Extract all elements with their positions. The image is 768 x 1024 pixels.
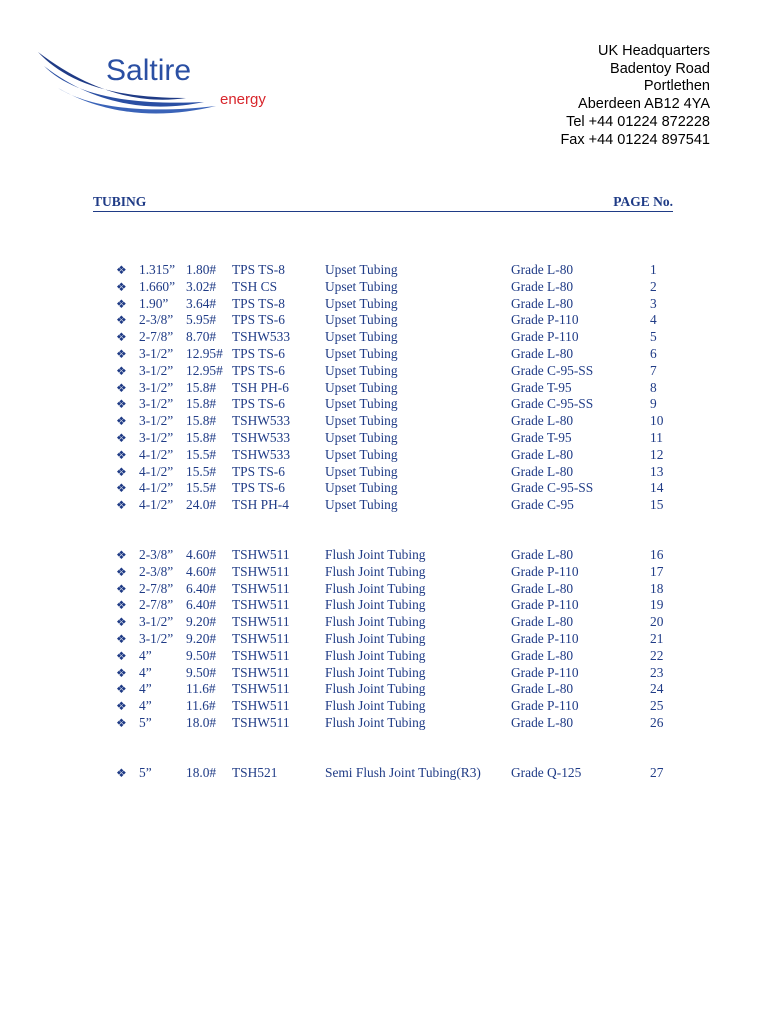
weight-cell: 5.95#	[186, 312, 217, 328]
weight-cell: 6.40#	[186, 580, 217, 596]
grade-cell: Grade L-80	[511, 446, 574, 462]
list-item	[0, 581, 768, 598]
size-cell: 3-1/2”	[139, 413, 174, 429]
size-cell: 4”	[139, 647, 152, 663]
tubing-type-cell: Upset Tubing	[325, 446, 398, 462]
size-cell: 3-1/2”	[139, 379, 174, 395]
weight-cell: 9.20#	[186, 614, 217, 630]
page-cell: 5	[650, 329, 657, 345]
tubing-type-cell: Upset Tubing	[325, 329, 398, 345]
bullet-icon: ❖	[116, 313, 127, 328]
address-line: Tel +44 01224 872228	[566, 113, 710, 130]
page-cell: 2	[650, 278, 657, 294]
bullet-icon: ❖	[116, 715, 127, 730]
size-cell: 2-3/8”	[139, 312, 174, 328]
connection-cell: TSHW511	[232, 547, 290, 562]
page-cell: 18	[650, 580, 664, 596]
page-cell: 23	[650, 664, 664, 680]
list-item	[0, 396, 768, 413]
grade-cell: Grade L-80	[511, 278, 574, 294]
page-cell: 3	[650, 295, 657, 311]
size-cell: 4-1/2”	[139, 480, 174, 496]
weight-cell: 9.50#	[186, 647, 217, 663]
list-item	[0, 312, 768, 329]
connection-cell: TSHW533	[232, 446, 291, 462]
grade-cell: Grade Q-125	[511, 765, 582, 780]
connection-cell: TSH PH-4	[232, 497, 289, 513]
list-item	[0, 648, 768, 665]
connection-cell: TSH PH-6	[232, 379, 289, 395]
list-item	[0, 413, 768, 430]
connection-cell: TSHW511	[232, 597, 290, 613]
page-cell: 26	[650, 714, 664, 730]
connection-cell: TPS TS-8	[232, 262, 285, 277]
grade-cell: Grade C-95-SS	[511, 480, 594, 496]
tubing-type-cell: Flush Joint Tubing	[325, 597, 426, 613]
page-cell: 17	[650, 563, 664, 579]
page-cell: 10	[650, 413, 664, 429]
weight-cell: 15.5#	[186, 446, 217, 462]
grade-cell: Grade P-110	[511, 664, 579, 680]
weight-cell: 15.8#	[186, 396, 217, 412]
bullet-icon: ❖	[116, 430, 127, 445]
page-cell: 7	[650, 362, 657, 378]
connection-cell: TPS TS-6	[232, 463, 285, 479]
bullet-icon: ❖	[116, 414, 127, 429]
tubing-type-cell: Flush Joint Tubing	[325, 647, 426, 663]
page-cell: 9	[650, 396, 657, 412]
weight-cell: 11.6#	[186, 698, 216, 714]
bullet-icon: ❖	[116, 665, 127, 680]
connection-cell: TPS TS-8	[232, 295, 285, 311]
grade-cell: Grade L-80	[511, 262, 574, 277]
semi-flush-tubing-list	[0, 765, 768, 782]
bullet-icon: ❖	[116, 346, 127, 361]
connection-cell: TSHW533	[232, 413, 291, 429]
bullet-icon: ❖	[116, 564, 127, 579]
tubing-type-cell: Flush Joint Tubing	[325, 563, 426, 579]
grade-cell: Grade P-110	[511, 597, 579, 613]
page-cell: 25	[650, 698, 664, 714]
tubing-type-cell: Upset Tubing	[325, 278, 398, 294]
size-cell: 3-1/2”	[139, 362, 174, 378]
tubing-type-cell: Upset Tubing	[325, 295, 398, 311]
list-item	[0, 564, 768, 581]
page-cell: 27	[650, 765, 664, 780]
bullet-icon: ❖	[116, 631, 127, 646]
address-line: Aberdeen AB12 4YA	[578, 96, 710, 113]
list-item	[0, 262, 768, 279]
bullet-icon: ❖	[116, 296, 127, 311]
connection-cell: TSHW511	[232, 647, 290, 663]
weight-cell: 12.95#	[186, 362, 223, 378]
size-cell: 2-7/8”	[139, 329, 174, 345]
grade-cell: Grade P-110	[511, 563, 579, 579]
size-cell: 4-1/2”	[139, 463, 174, 479]
connection-cell: TSHW533	[232, 329, 291, 345]
page-cell: 4	[650, 312, 657, 328]
list-item	[0, 447, 768, 464]
weight-cell: 4.60#	[186, 563, 217, 579]
connection-cell: TPS TS-6	[232, 480, 285, 496]
page-cell: 24	[650, 681, 664, 697]
bullet-icon: ❖	[116, 598, 127, 613]
bullet-icon: ❖	[116, 648, 127, 663]
weight-cell: 18.0#	[186, 714, 217, 730]
connection-cell: TSHW511	[232, 563, 290, 579]
size-cell: 3-1/2”	[139, 614, 174, 630]
weight-cell: 6.40#	[186, 597, 217, 613]
grade-cell: Grade C-95-SS	[511, 362, 594, 378]
bullet-icon: ❖	[116, 548, 127, 562]
weight-cell: 15.8#	[186, 379, 217, 395]
grade-cell: Grade L-80	[511, 295, 574, 311]
size-cell: 4-1/2”	[139, 446, 174, 462]
grade-cell: Grade L-80	[511, 681, 574, 697]
tubing-type-cell: Upset Tubing	[325, 429, 398, 445]
tubing-type-cell: Upset Tubing	[325, 463, 398, 479]
list-item	[0, 363, 768, 380]
bullet-icon: ❖	[116, 615, 127, 630]
bullet-icon: ❖	[116, 581, 127, 596]
weight-cell: 1.80#	[186, 262, 217, 277]
saltire-energy-logo	[36, 46, 286, 118]
tubing-type-cell: Semi Flush Joint Tubing(R3)	[325, 765, 481, 780]
weight-cell: 3.02#	[186, 278, 217, 294]
page-cell: 22	[650, 647, 664, 663]
weight-cell: 8.70#	[186, 329, 217, 345]
logo-wordmark: Saltire	[106, 54, 192, 87]
section-header	[93, 194, 673, 212]
address-line: UK Headquarters	[597, 43, 710, 59]
size-cell: 5”	[139, 714, 152, 730]
connection-cell: TSHW511	[232, 580, 290, 596]
connection-cell: TSHW511	[232, 664, 290, 680]
list-item	[0, 296, 768, 313]
bullet-icon: ❖	[116, 363, 127, 378]
size-cell: 1.90”	[139, 295, 169, 311]
grade-cell: Grade P-110	[511, 698, 579, 714]
list-item	[0, 681, 768, 698]
list-item	[0, 279, 768, 296]
page-cell: 15	[650, 497, 664, 513]
page-cell: 16	[650, 547, 664, 562]
size-cell: 4”	[139, 681, 152, 697]
size-cell: 2-7/8”	[139, 597, 174, 613]
weight-cell: 11.6#	[186, 681, 216, 697]
size-cell: 1.660”	[139, 278, 176, 294]
bullet-icon: ❖	[116, 766, 127, 780]
connection-cell: TSH CS	[232, 278, 278, 294]
list-item	[0, 765, 768, 782]
grade-cell: Grade T-95	[511, 379, 572, 395]
grade-cell: Grade L-80	[511, 647, 574, 663]
list-item	[0, 597, 768, 614]
connection-cell: TPS TS-6	[232, 312, 285, 328]
connection-cell: TSHW511	[232, 681, 290, 697]
tubing-type-cell: Upset Tubing	[325, 362, 398, 378]
tubing-type-cell: Flush Joint Tubing	[325, 698, 426, 714]
list-item	[0, 715, 768, 732]
bullet-icon: ❖	[116, 397, 127, 412]
tubing-type-cell: Flush Joint Tubing	[325, 614, 426, 630]
page-cell: 20	[650, 614, 664, 630]
company-address	[560, 43, 710, 149]
connection-cell: TSHW533	[232, 429, 291, 445]
page-cell: 13	[650, 463, 664, 479]
tubing-type-cell: Upset Tubing	[325, 480, 398, 496]
tubing-type-cell: Flush Joint Tubing	[325, 714, 426, 730]
weight-cell: 15.5#	[186, 463, 217, 479]
connection-cell: TPS TS-6	[232, 362, 285, 378]
bullet-icon: ❖	[116, 464, 127, 479]
list-item	[0, 497, 768, 514]
list-item	[0, 380, 768, 397]
connection-cell: TSHW511	[232, 614, 290, 630]
grade-cell: Grade L-80	[511, 547, 574, 562]
weight-cell: 12.95#	[186, 345, 223, 361]
list-item	[0, 480, 768, 497]
tubing-type-cell: Upset Tubing	[325, 345, 398, 361]
tubing-type-cell: Upset Tubing	[325, 413, 398, 429]
bullet-icon: ❖	[116, 447, 127, 462]
logo-swoosh-icon	[36, 46, 286, 118]
weight-cell: 9.20#	[186, 630, 217, 646]
page-cell: 19	[650, 597, 664, 613]
connection-cell: TSHW511	[232, 630, 290, 646]
tubing-type-cell: Flush Joint Tubing	[325, 630, 426, 646]
flush-joint-tubing-list	[0, 547, 768, 732]
bullet-icon: ❖	[116, 682, 127, 697]
tubing-type-cell: Flush Joint Tubing	[325, 664, 426, 680]
weight-cell: 24.0#	[186, 497, 217, 513]
list-item	[0, 430, 768, 447]
bullet-icon: ❖	[116, 498, 127, 513]
bullet-icon: ❖	[116, 380, 127, 395]
bullet-icon: ❖	[116, 699, 127, 714]
connection-cell: TSHW511	[232, 714, 290, 730]
size-cell: 5”	[139, 765, 152, 780]
bullet-icon: ❖	[116, 481, 127, 496]
list-item	[0, 346, 768, 363]
tubing-type-cell: Flush Joint Tubing	[325, 681, 426, 697]
grade-cell: Grade P-110	[511, 312, 579, 328]
list-item	[0, 547, 768, 564]
grade-cell: Grade L-80	[511, 714, 574, 730]
address-line: Portlethen	[643, 78, 710, 95]
weight-cell: 18.0#	[186, 765, 217, 780]
tubing-type-cell: Upset Tubing	[325, 312, 398, 328]
page-cell: 8	[650, 379, 657, 395]
size-cell: 4-1/2”	[139, 497, 174, 513]
bullet-icon: ❖	[116, 263, 127, 277]
address-line: Fax +44 01224 897541	[560, 131, 710, 148]
list-item	[0, 614, 768, 631]
connection-cell: TPS TS-6	[232, 396, 285, 412]
page-cell: 21	[650, 630, 664, 646]
grade-cell: Grade L-80	[511, 463, 574, 479]
grade-cell: Grade C-95	[511, 497, 574, 513]
size-cell: 3-1/2”	[139, 396, 174, 412]
weight-cell: 15.8#	[186, 429, 217, 445]
list-item	[0, 329, 768, 346]
grade-cell: Grade L-80	[511, 580, 574, 596]
bullet-icon: ❖	[116, 330, 127, 345]
page-cell: 14	[650, 480, 664, 496]
size-cell: 2-3/8”	[139, 563, 174, 579]
size-cell: 3-1/2”	[139, 429, 174, 445]
page-cell: 1	[650, 262, 657, 277]
logo-tagline: energy	[220, 91, 266, 108]
connection-cell: TSHW511	[232, 698, 290, 714]
tubing-type-cell: Upset Tubing	[325, 262, 398, 277]
tubing-type-cell: Flush Joint Tubing	[325, 547, 426, 562]
weight-cell: 3.64#	[186, 295, 217, 311]
grade-cell: Grade L-80	[511, 614, 574, 630]
size-cell: 1.315”	[139, 262, 176, 277]
page-number-header: PAGE No.	[613, 194, 673, 209]
page-cell: 11	[650, 429, 663, 445]
address-line: Badentoy Road	[610, 60, 710, 77]
weight-cell: 9.50#	[186, 664, 217, 680]
list-item	[0, 665, 768, 682]
grade-cell: Grade T-95	[511, 429, 572, 445]
size-cell: 4”	[139, 664, 152, 680]
page-cell: 12	[650, 446, 664, 462]
tubing-type-cell: Flush Joint Tubing	[325, 580, 426, 596]
list-item	[0, 631, 768, 648]
section-title: TUBING	[93, 194, 147, 209]
list-item	[0, 464, 768, 481]
size-cell: 2-7/8”	[139, 580, 174, 596]
tubing-type-cell: Upset Tubing	[325, 396, 398, 412]
grade-cell: Grade P-110	[511, 630, 579, 646]
page-cell: 6	[650, 345, 657, 361]
grade-cell: Grade L-80	[511, 345, 574, 361]
weight-cell: 15.5#	[186, 480, 217, 496]
size-cell: 4”	[139, 698, 152, 714]
connection-cell: TSH521	[232, 765, 278, 780]
grade-cell: Grade L-80	[511, 413, 574, 429]
weight-cell: 4.60#	[186, 547, 217, 562]
grade-cell: Grade P-110	[511, 329, 579, 345]
tubing-type-cell: Upset Tubing	[325, 497, 398, 513]
connection-cell: TPS TS-6	[232, 345, 285, 361]
tubing-type-cell: Upset Tubing	[325, 379, 398, 395]
size-cell: 2-3/8”	[139, 547, 174, 562]
grade-cell: Grade C-95-SS	[511, 396, 594, 412]
bullet-icon: ❖	[116, 279, 127, 294]
size-cell: 3-1/2”	[139, 345, 174, 361]
size-cell: 3-1/2”	[139, 630, 174, 646]
weight-cell: 15.8#	[186, 413, 217, 429]
upset-tubing-list	[0, 262, 768, 514]
list-item	[0, 698, 768, 715]
